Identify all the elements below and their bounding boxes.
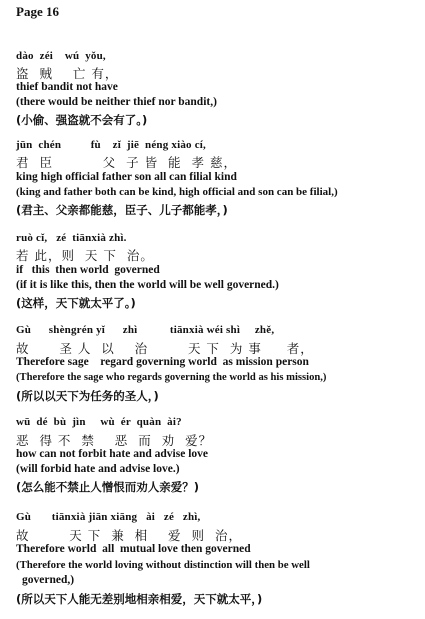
modern-chinese-line: (所以以天下为任务的圣人，) [16, 389, 159, 403]
english-translation-line: (will forbid hate and advise love.) [16, 463, 180, 475]
english-translation-line: (Therefore the sage who regards governing the world as his mission,) [16, 372, 327, 383]
chinese-text-line: 君 臣 父 子 皆 能 孝 慈， [16, 155, 237, 170]
pinyin-line: ruò cǐ, zé tiānxià zhì. [16, 232, 127, 244]
modern-chinese-line: (这样，天下就太平了。) [16, 296, 136, 310]
modern-chinese-line: (怎么能不禁止人憎恨而劝人亲爱？) [16, 480, 200, 494]
pinyin-line: wū dé bù jìn wù ér quàn ài? [16, 416, 182, 428]
modern-chinese-line: (小偷、强盗就不会有了。) [16, 113, 148, 127]
pinyin-line: dào zéi wú yǒu, [16, 50, 106, 62]
chinese-text-line: 故 天 下 兼 相 爱 则 治， [16, 528, 242, 543]
english-translation-line: (king and father both can be kind, high official and son can be filial,) [16, 186, 338, 198]
modern-chinese-line: (君主、父亲都能慈，臣子、儿子都能孝，) [16, 203, 228, 217]
chinese-text-line: 盗 贼 亡 有， [16, 66, 119, 81]
word-gloss-line: king high official father son all can filial kind [16, 171, 237, 183]
chinese-text-line: 恶 得 不 禁 恶 而 劝 爱？ [16, 433, 213, 448]
word-gloss-line: how can not forbit hate and advise love [16, 448, 208, 460]
english-translation-continuation: governed,) [22, 574, 75, 586]
page-number: Page 16 [16, 4, 59, 19]
word-gloss-line: Therefore sage regard governing world as mission person [16, 356, 309, 368]
english-translation-line: (there would be neither thief nor bandit,) [16, 96, 217, 108]
pinyin-line: Gù tiānxià jiān xiāng ài zé zhì, [16, 511, 201, 523]
modern-chinese-line: (所以天下人能无差别地相亲相爱，天下就太平，) [16, 592, 263, 606]
word-gloss-line: thief bandit not have [16, 81, 118, 93]
pinyin-line: jūn chén fù zǐ jiē néng xiào cí, [16, 139, 206, 151]
word-gloss-line: Therefore world all mutual love then governed [16, 543, 251, 555]
pinyin-line: Gù shèngrén yǐ zhì tiānxià wéi shì zhě, [16, 324, 275, 336]
chinese-text-line: 故 圣 人 以 治 天 下 为 事 者， [16, 341, 314, 356]
english-translation-line: (if it is like this, then the world will be well governed.) [16, 279, 279, 291]
english-translation-line: (Therefore the world loving without distinction will then be well [16, 559, 310, 571]
word-gloss-line: if this then world governed [16, 264, 160, 276]
chinese-text-line: 若 此，则 天 下 治。 [16, 248, 154, 263]
